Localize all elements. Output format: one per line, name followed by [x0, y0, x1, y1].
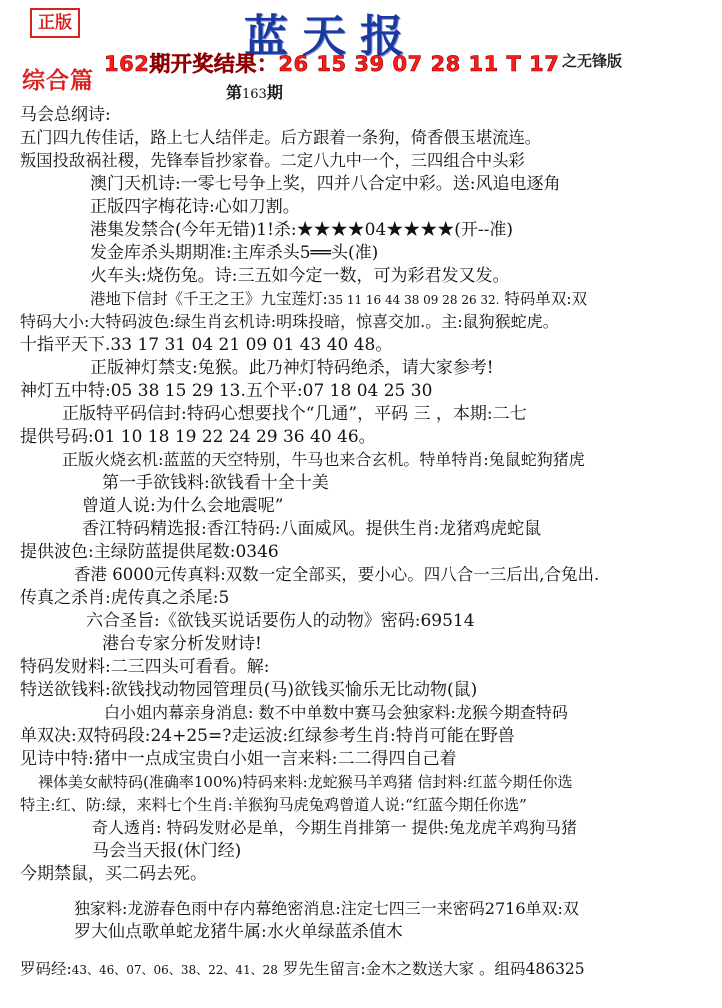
issue-number: [226, 80, 283, 103]
text-line-36: 罗大仙点歌单蛇龙猪牛属:水火单绿蓝杀值木: [74, 922, 403, 942]
text-line-31: 特主:红、防:绿，来料七个生肖:羊猴狗马虎兔鸡曾道人说:“红蓝今期任你选”: [20, 796, 527, 814]
newspaper-title: 蓝天报: [244, 11, 418, 62]
text-line-23: 六合圣旨:《欲钱买说话要伤人的动物》密码:69514: [86, 611, 475, 631]
text-line-9-main: 港地下信封《千王之王》九宝莲灯:: [90, 290, 328, 308]
text-line-9: [90, 288, 587, 311]
text-line-12: 正版神灯禁支:兔猴。此乃神灯特码绝杀，请大家参考!: [90, 358, 494, 378]
edition-label: 之无锋版: [562, 52, 623, 70]
text-line-16: 正版火烧玄机:蓝蓝的天空特别，牛马也来合玄机。特单特肖:兔鼠蛇狗猪虎: [62, 450, 585, 469]
text-line-37-main: 罗码经:: [20, 960, 72, 978]
section-title: 综合篇: [22, 67, 94, 94]
issue-prefix: 第: [226, 83, 243, 102]
text-line-30: 裸体美女献特码(准确率100%)特码来料:龙蛇猴马羊鸡猪 信封料:红蓝今期任你选: [38, 773, 573, 791]
text-line-37: [20, 958, 585, 981]
text-line-21: 香港 6000元传真料:双数一定全部买，要小心。四八合一三后出,合兔出.: [74, 565, 600, 584]
text-line-33: 马会当天报(休门经): [92, 841, 242, 861]
text-line-26: 特送欲钱料:欲钱找动物园管理员(马)欲钱买愉乐无比动物(鼠): [20, 680, 478, 700]
text-line-10: 特码大小:大特码波色:绿生肖玄机诗:明珠投暗，惊喜交加.。主:鼠狗猴蛇虎。: [20, 312, 559, 331]
text-line-17: 第一手欲钱料:欲钱看十全十美: [102, 473, 329, 493]
text-line-11: 十指平天下.33 17 31 04 21 09 01 43 40 48。: [20, 335, 393, 355]
text-line-2: 五门四九传佳话，路上七人结伴走。后方跟着一条狗，倚香偎玉堪流连。: [20, 128, 542, 147]
text-line-14: 正版特平码信封:特码心想要找个“几通”，平码 三 ，本期:二七: [62, 404, 527, 424]
text-line-3: 叛国投敌祸社稷，先锋奉旨抄家眷。二定八九中一个，三四组合中头彩: [20, 151, 525, 170]
text-line-35: 独家料:龙游春色雨中存内幕绝密消息:注定七四三一来密码2716单双:双: [74, 899, 579, 918]
text-line-15: 提供号码:01 10 18 19 22 24 29 36 40 46。: [20, 427, 376, 447]
text-line-27: 白小姐内幕亲身消息: 数不中单数中赛马会独家料:龙猴今期查特码: [104, 703, 568, 722]
text-line-9-tail: 特码单双:双: [499, 290, 588, 308]
text-line-32: 奇人透肖: 特码发财必是单，今期生肖排第一 提供:兔龙虎羊鸡狗马猪: [92, 818, 577, 837]
text-line-5: 正版四字梅花诗:心如刀割。: [90, 197, 300, 217]
text-line-29: 见诗中特:猪中一点成宝贵白小姐一言来料:二二得四自己着: [20, 749, 457, 769]
text-line-37-tail: 罗先生留言:金木之数送大家 。组码486325: [277, 960, 585, 978]
text-line-8: 火车头:烧伤兔。诗:三五如今定一数，可为彩君发又发。: [90, 266, 510, 286]
text-line-25: 特码发财料:二三四头可看看。解:: [20, 657, 270, 677]
text-line-18: 曾道人说:为什么会地震呢”: [82, 496, 284, 516]
issue-suffix: 期: [266, 83, 283, 102]
text-line-37-numbers: 43、46、07、06、38、22、41、28: [71, 963, 278, 977]
text-line-24: 港台专家分析发财诗!: [102, 634, 262, 654]
text-line-34: 今期禁鼠，买二码去死。: [20, 864, 207, 884]
text-line-4: 澳门天机诗:一零七号争上奖，四并八合定中彩。送:风追电逐角: [90, 174, 561, 194]
text-line-22: 传真之杀肖:虎传真之杀尾:5: [20, 588, 230, 608]
text-line-20: 提供波色:主绿防蓝提供尾数:0346: [20, 542, 279, 562]
text-line-6: 港集发禁合(今年无错)1!杀:★★★★04★★★★(开--准): [90, 220, 514, 240]
text-line-19: 香江特码精选报:香江特码:八面威风。提供生肖:龙猪鸡虎蛇鼠: [82, 519, 542, 539]
draw-results-banner: 162期开奖结果：26 15 39 07 28 11 T 17: [104, 52, 560, 76]
zhengban-stamp: 正版: [30, 8, 80, 38]
text-line-9-numbers: 35 11 16 44 38 09 28 26 32.: [327, 293, 500, 307]
issue-number-value: 163: [242, 87, 267, 102]
text-line-13: 神灯五中特:05 38 15 29 13.五个平:07 18 04 25 30: [20, 381, 433, 401]
text-line-1: 马会总纲诗:: [20, 105, 111, 125]
text-line-28: 单双决:双特码段:24+25=?走运波:红绿参考生肖:特肖可能在野兽: [20, 726, 515, 746]
text-line-7: 发金库杀头期期准:主库杀头5══头(准): [90, 243, 379, 263]
